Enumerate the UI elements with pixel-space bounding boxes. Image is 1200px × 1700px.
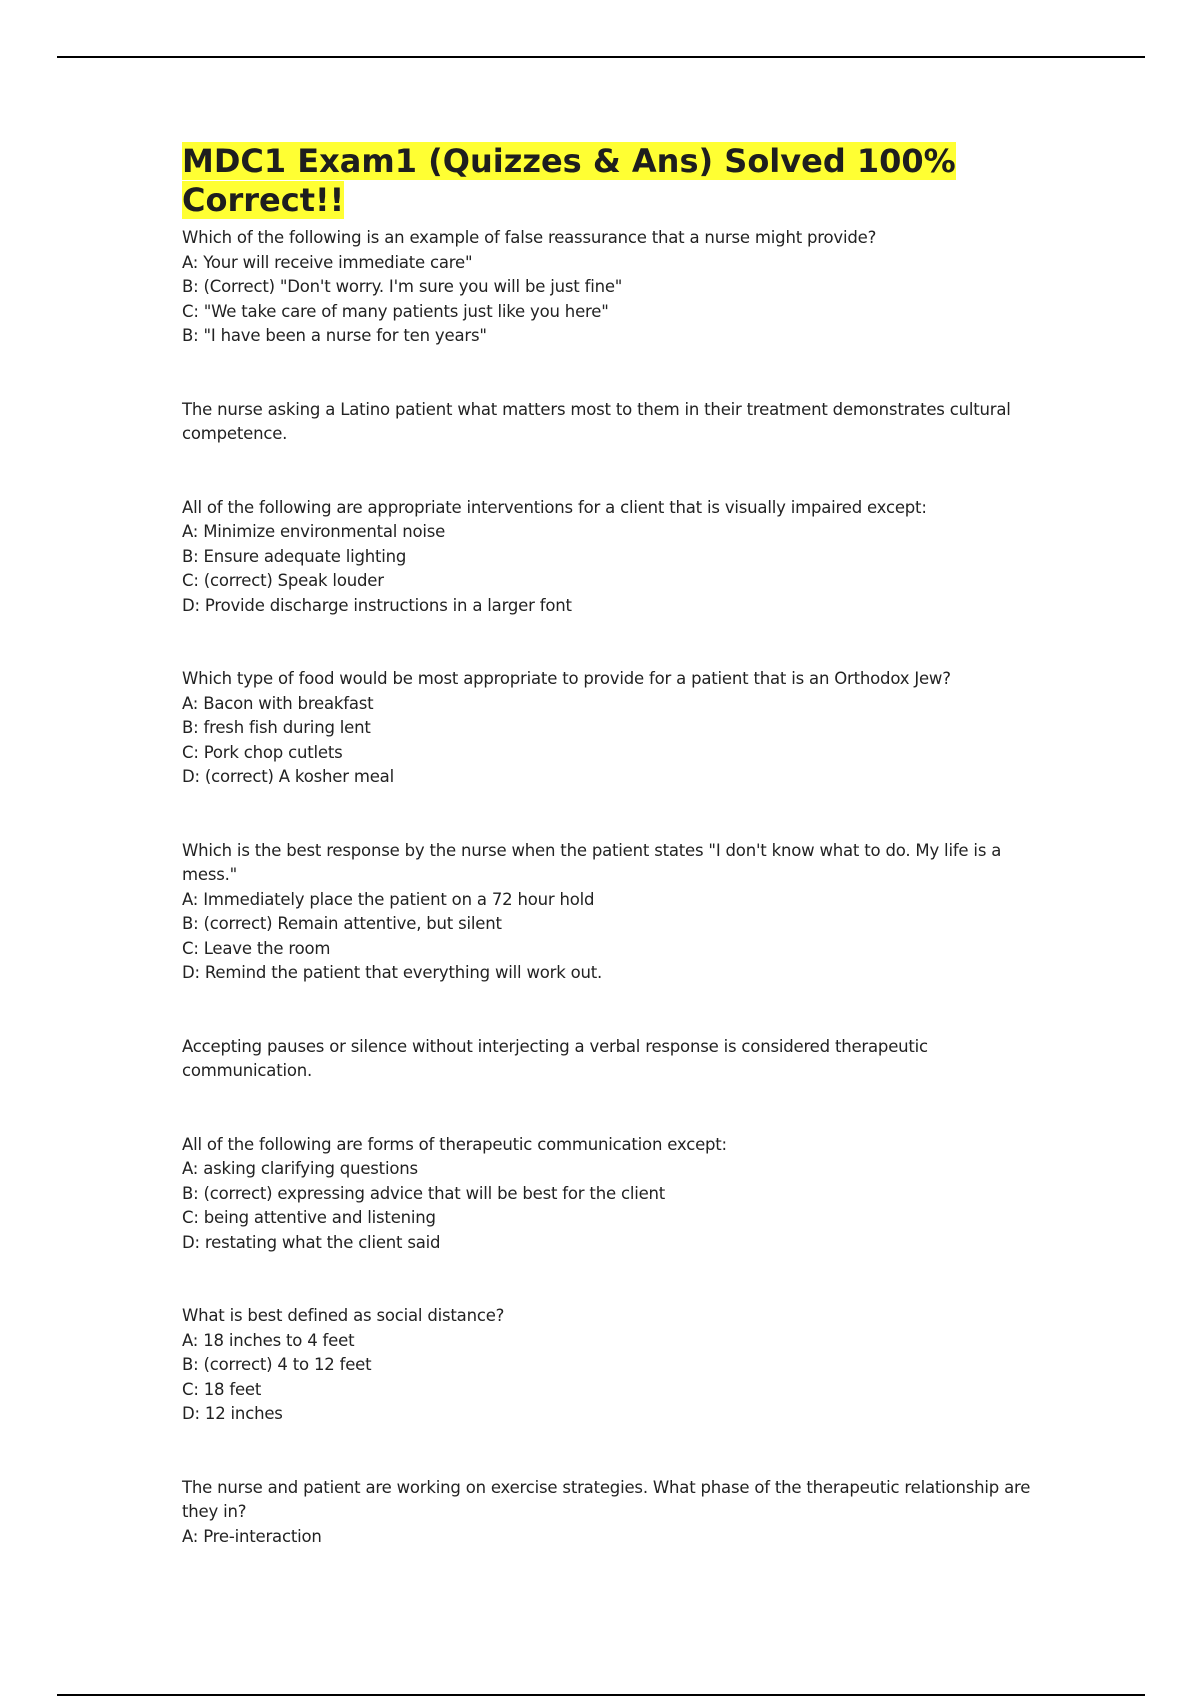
question-block-5 (182, 839, 1042, 986)
answer-option: D: restating what the client said (182, 1232, 441, 1252)
question-text: All of the following are forms of therapeutic communication except: (182, 1134, 727, 1154)
question-block-3 (182, 496, 1042, 619)
question-block-8 (182, 1304, 1042, 1427)
bottom-rule (57, 1694, 1145, 1696)
question-text: Which type of food would be most appropriate to provide for a patient that is an Orthodox Jew? (182, 669, 951, 688)
answer-option: D: Remind the patient that everything will work out. (182, 963, 603, 982)
answer-option: B: (correct) expressing advice that will be best for the client (182, 1183, 666, 1203)
answer-option: A: Bacon with breakfast (182, 693, 374, 713)
answer-option: A: Pre-interaction (182, 1526, 322, 1546)
statement-block-2 (182, 398, 1042, 447)
answer-option: A: Minimize environmental noise (182, 522, 446, 541)
answer-option: B: "I have been a nurse for ten years" (182, 326, 487, 345)
answer-option: B: fresh fish during lent (182, 718, 371, 737)
answer-option: C: Pork chop cutlets (182, 742, 343, 762)
answer-option: C: Leave the room (182, 938, 331, 958)
question-text: All of the following are appropriate interventions for a client that is visually impaired except: (182, 497, 927, 517)
question-text: What is best defined as social distance? (182, 1306, 505, 1325)
document-title (182, 142, 982, 220)
answer-option: B: (correct) Remain attentive, but silent (182, 914, 502, 933)
answer-option: A: Your will receive immediate care" (182, 252, 473, 272)
answer-option: B: Ensure adequate lighting (182, 546, 407, 566)
answer-option: A: Immediately place the patient on a 72 hour hold (182, 889, 595, 909)
question-block-7 (182, 1133, 1042, 1256)
answer-option: C: "We take care of many patients just like you here" (182, 301, 609, 321)
question-text: Which is the best response by the nurse when the patient states "I don't know what to do. My life is a mess." (182, 840, 1002, 884)
answer-option: A: asking clarifying questions (182, 1159, 418, 1178)
answer-option: C: being attentive and listening (182, 1208, 436, 1227)
answer-option: D: 12 inches (182, 1404, 283, 1423)
statement-block-6 (182, 1035, 1042, 1084)
answer-option: D: (correct) A kosher meal (182, 767, 394, 786)
answer-option: C: (correct) Speak louder (182, 571, 384, 590)
question-block-9 (182, 1476, 1042, 1550)
question-text: The nurse and patient are working on exercise strategies. What phase of the therapeutic relationship are they in? (182, 1477, 1031, 1521)
document-body (182, 142, 1042, 1549)
answer-option: A: 18 inches to 4 feet (182, 1330, 355, 1350)
top-rule (57, 56, 1145, 58)
answer-option: B: (correct) 4 to 12 feet (182, 1355, 372, 1374)
statement-text: The nurse asking a Latino patient what matters most to them in their treatment demonstrates cultural competence. (182, 399, 1011, 443)
statement-text: Accepting pauses or silence without interjecting a verbal response is considered therapeutic communication. (182, 1036, 928, 1080)
question-block-1 (182, 226, 1042, 349)
answer-option: C: 18 feet (182, 1379, 262, 1399)
document-title-text: MDC1 Exam1 (Quizzes & Ans) Solved 100% Correct!! (182, 142, 956, 219)
answer-option: D: Provide discharge instructions in a larger font (182, 595, 572, 615)
answer-option: B: (Correct) "Don't worry. I'm sure you will be just fine" (182, 277, 623, 296)
question-text: Which of the following is an example of false reassurance that a nurse might provide? (182, 228, 877, 247)
question-block-4 (182, 667, 1042, 790)
